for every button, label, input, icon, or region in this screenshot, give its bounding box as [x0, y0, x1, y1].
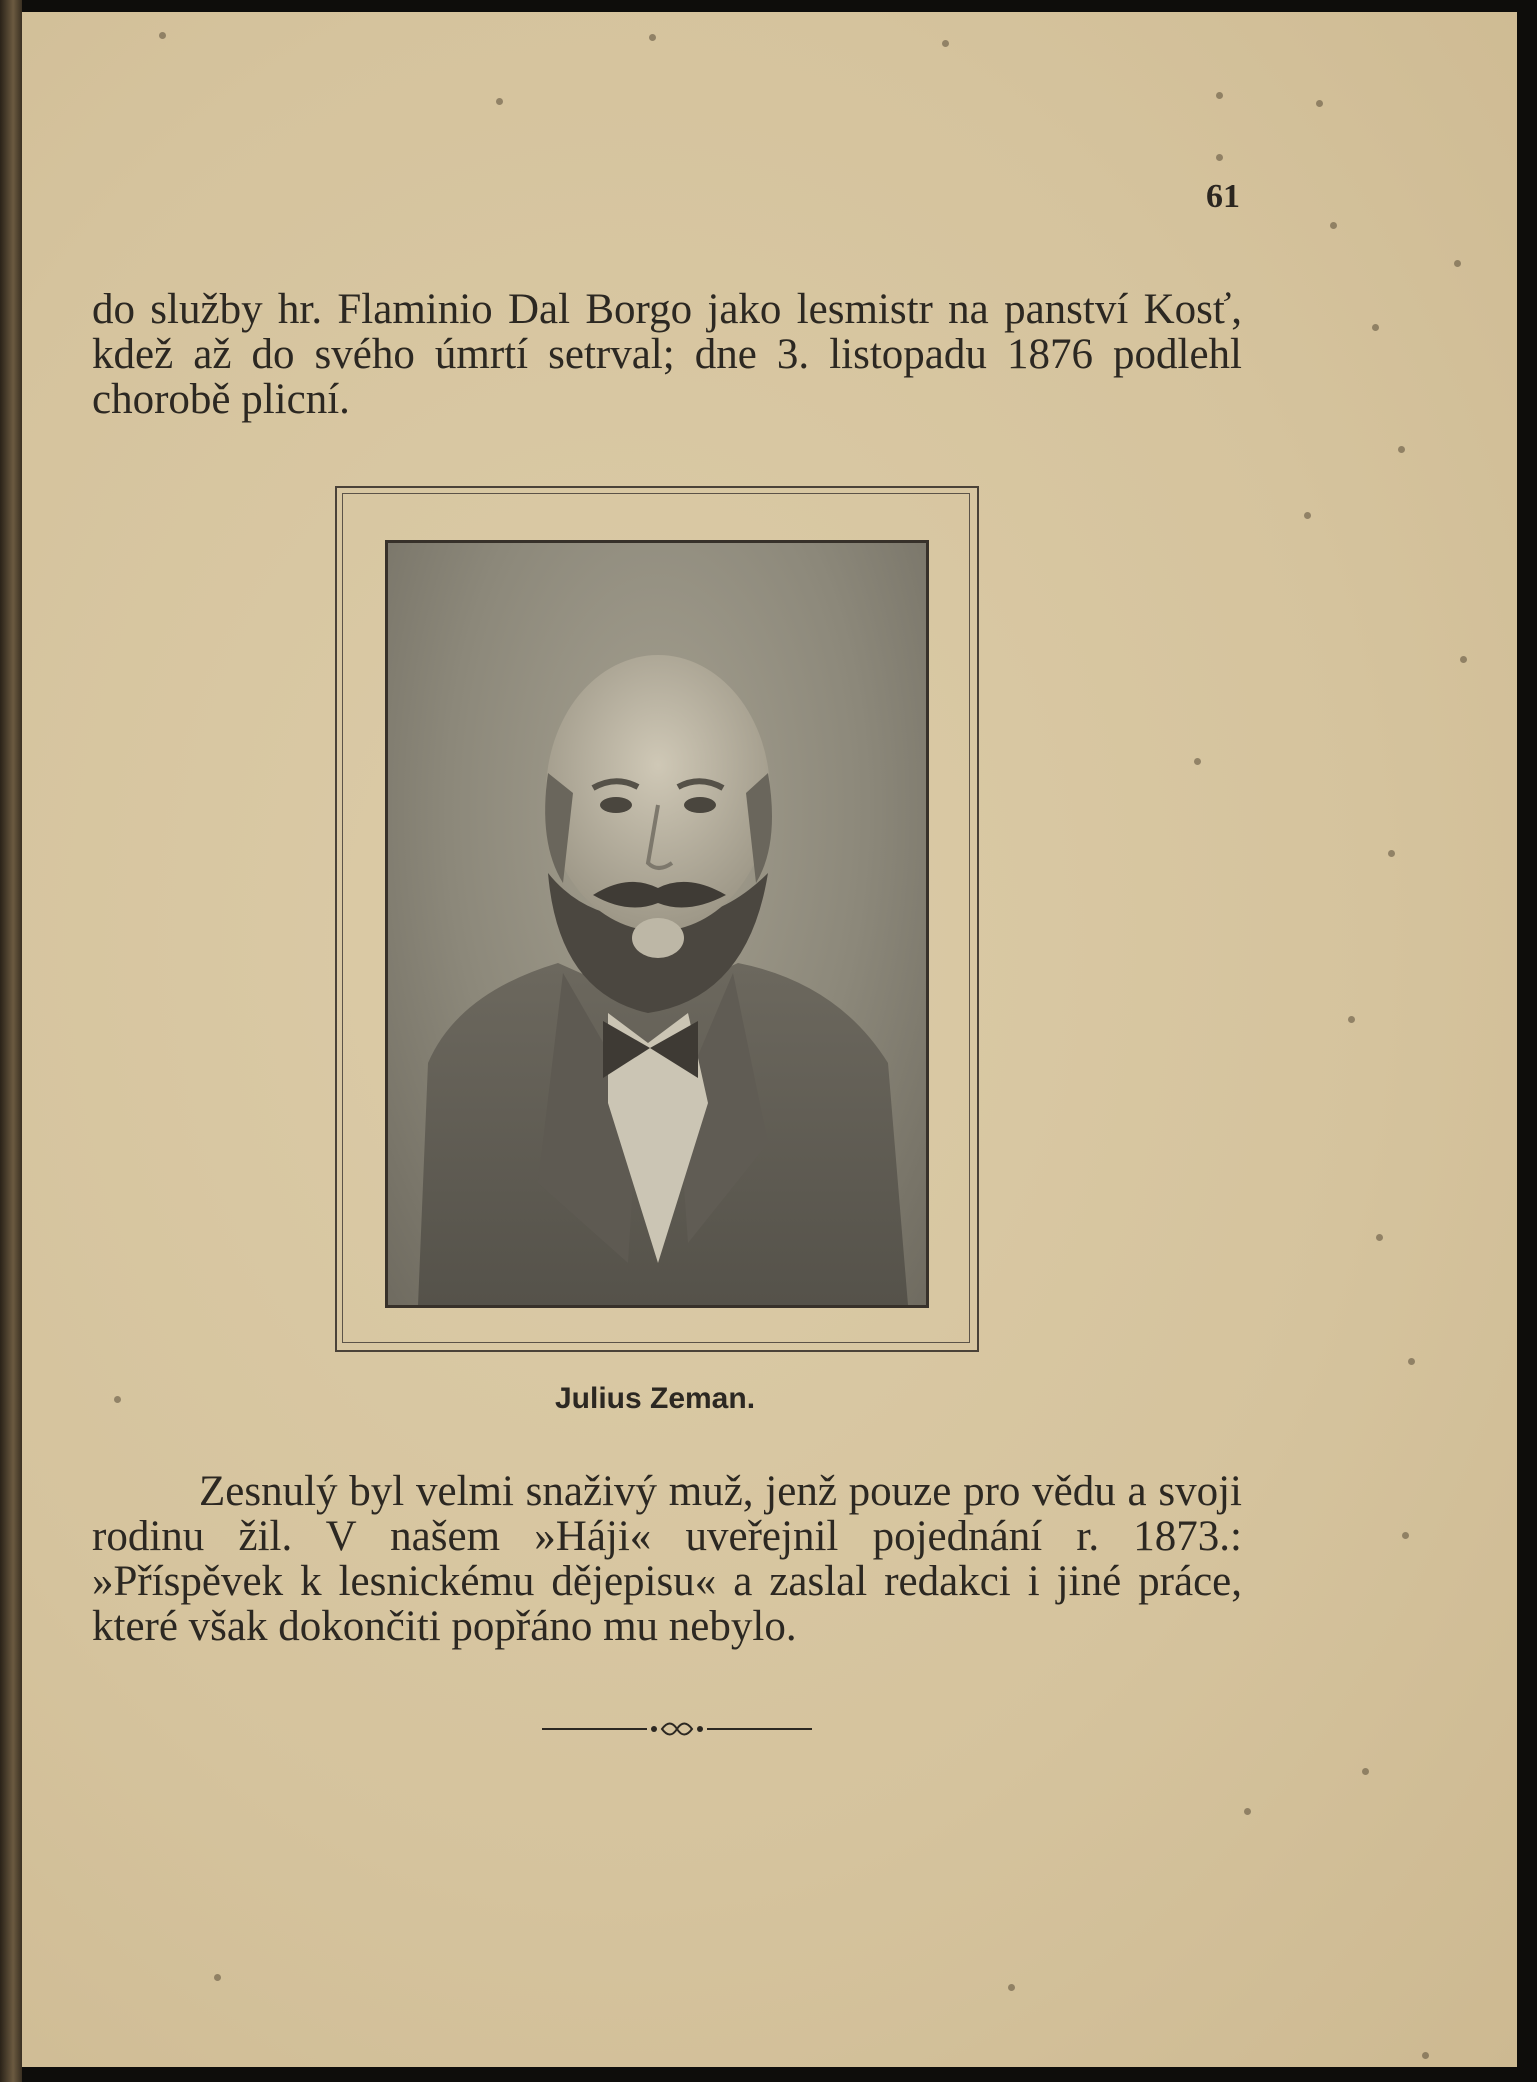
paper-speck: [1304, 512, 1311, 519]
paper-speck: [1408, 1358, 1415, 1365]
paper-speck: [496, 98, 503, 105]
paper-speck: [1194, 758, 1201, 765]
paper-speck: [1008, 1984, 1015, 1991]
paragraph-top: do služby hr. Flaminio Dal Borgo jako lesmistr na panství Kosť, kdež až do svého úmrtí setrval; dne 3. listopadu 1876 podlehl chorobě plicní.: [92, 286, 1242, 423]
paper-speck: [942, 40, 949, 47]
paper-speck: [1460, 656, 1467, 663]
paper-speck: [1422, 2052, 1429, 2059]
paper-speck: [1402, 1532, 1409, 1539]
portrait-caption: Julius Zeman.: [554, 1382, 756, 1415]
paper-speck: [159, 32, 166, 39]
section-end-ornament: [542, 1714, 812, 1744]
paper-speck: [1244, 1808, 1251, 1815]
paper-speck: [1362, 1768, 1369, 1775]
portrait-photograph: [385, 540, 929, 1308]
paper-speck: [649, 34, 656, 41]
paper-speck: [1316, 100, 1323, 107]
portrait-figure: [388, 543, 926, 1305]
paper-speck: [1216, 92, 1223, 99]
paper-speck: [1398, 446, 1405, 453]
paper-speck: [1388, 850, 1395, 857]
paper-speck: [1330, 222, 1337, 229]
paper-speck: [1348, 1016, 1355, 1023]
paper-speck: [1216, 154, 1223, 161]
paper-speck: [114, 1396, 121, 1403]
paper-speck: [1454, 260, 1461, 267]
paper-speck: [1372, 324, 1379, 331]
page-number: 61: [1206, 178, 1240, 215]
paper-speck: [1376, 1234, 1383, 1241]
paragraph-bottom: Zesnulý byl velmi snaživý muž, jenž pouze pro vědu a svoji rodinu žil. V našem »Háji« uveřejnil pojednání r. 1873.: »Příspěvek k lesnickému dějepisu« a zaslal redakci i jiné práce, které však dokončiti popřáno mu nebylo.: [92, 1468, 1242, 1650]
paper-speck: [214, 1974, 221, 1981]
book-spine-edge: [0, 0, 22, 2082]
